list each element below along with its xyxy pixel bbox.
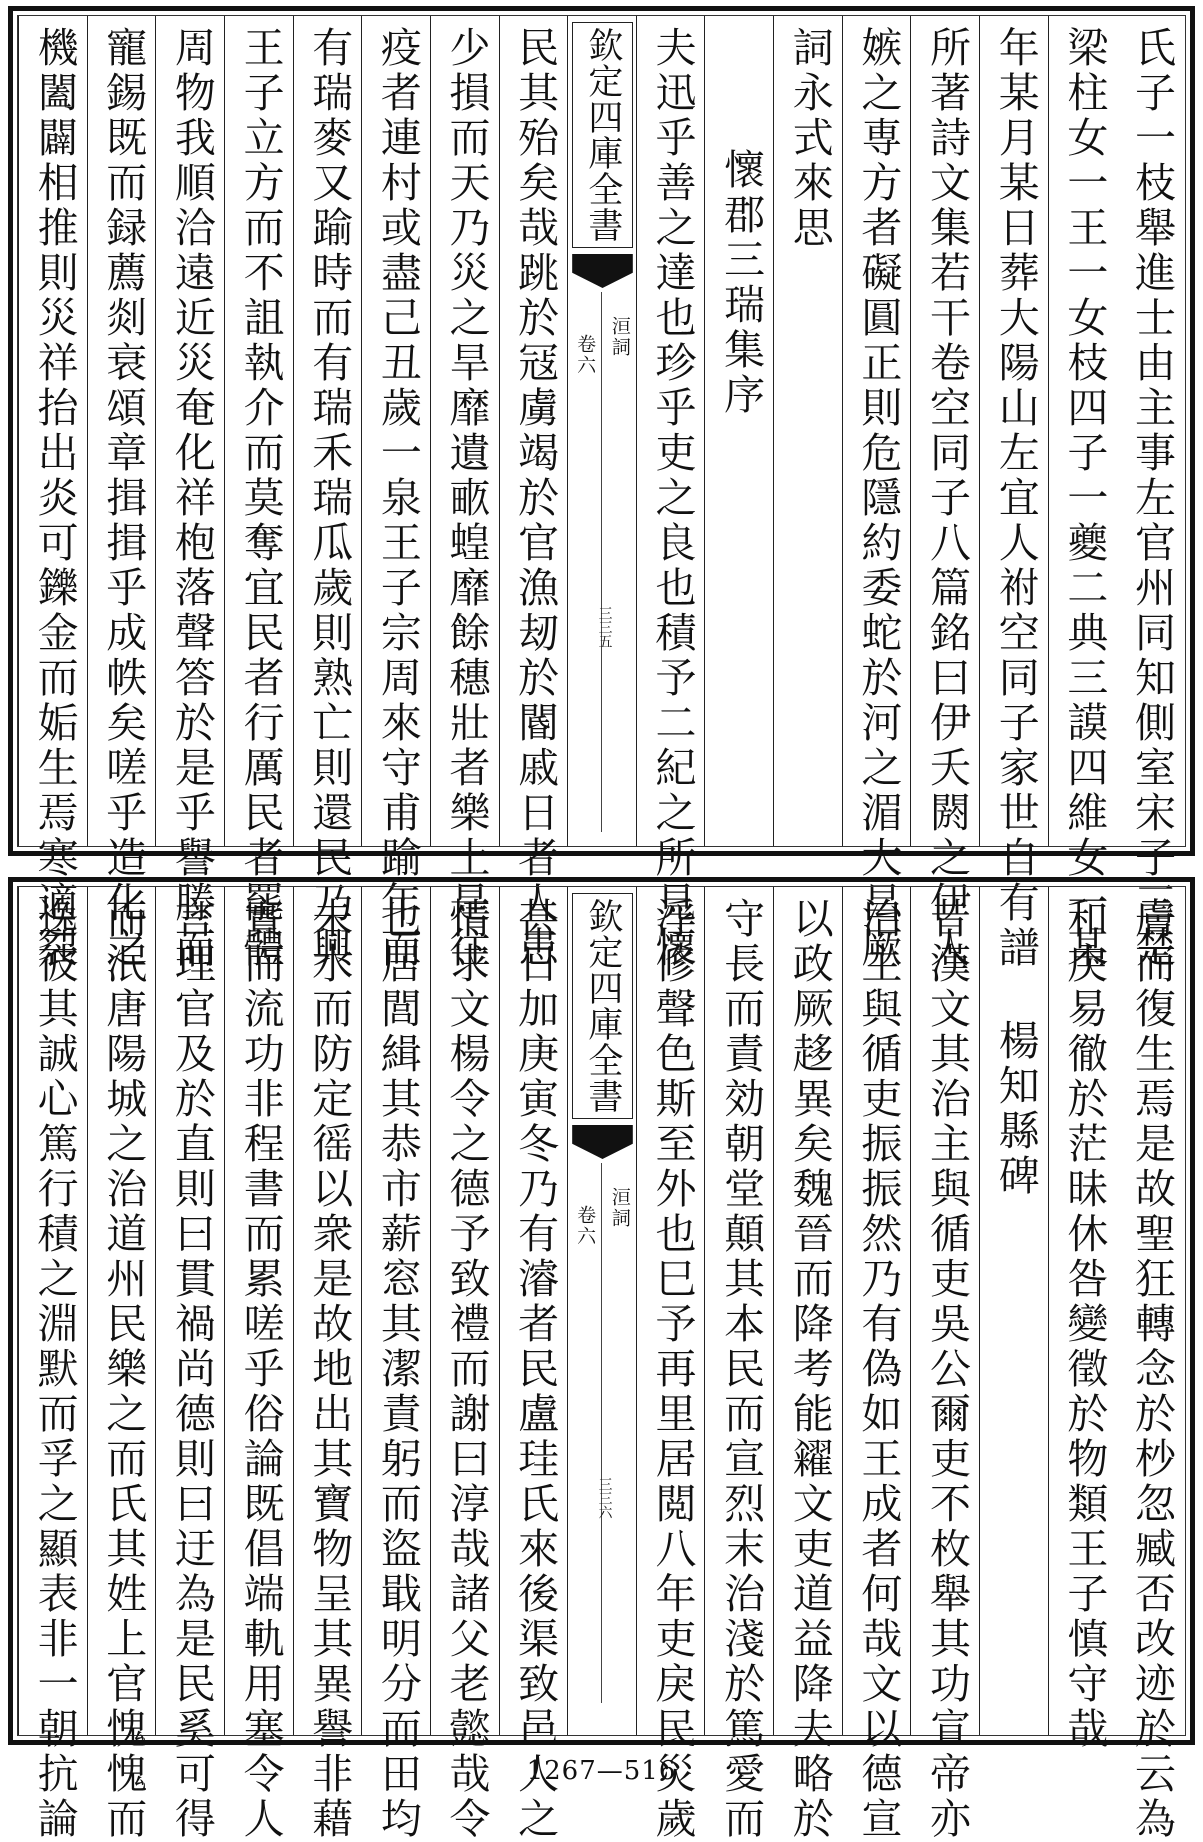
- column-text: 夫迅乎善之達也珍乎吏之良也積予二紀之所見懷: [648, 26, 697, 971]
- fish-tail-mark-icon: [572, 1125, 633, 1159]
- collection-title: 欽定四庫全書: [572, 893, 633, 1119]
- column-text: 未水而防定徭以衆是故地出其寶物呈其異譽非藉: [305, 897, 354, 1842]
- text-column: [910, 887, 980, 1842]
- column-text: 少損而天乃災之旱靡遺畞蝗靡餘穗壯者樂土是往: [442, 26, 491, 971]
- collection-title: 欽定四庫全書: [572, 22, 633, 248]
- text-column: [18, 16, 88, 971]
- folio-number: 三三五: [596, 606, 613, 648]
- text-column: [224, 16, 294, 971]
- text-column: [155, 887, 225, 1842]
- folio-number: 三三六: [596, 1477, 613, 1519]
- text-column: [842, 887, 912, 1842]
- text-column: [636, 16, 706, 971]
- text-column: [1116, 16, 1185, 971]
- text-column: [704, 887, 774, 1842]
- column-text: 周物我順洽遠近災奄化祥枹落聲答於是乎譽滕而: [167, 26, 216, 971]
- volume-label: 卷六: [574, 334, 597, 376]
- center-fold-margin: [567, 887, 637, 1735]
- text-column: [1048, 887, 1118, 1752]
- column-text: 氏子一枝舉進士由主事左官州同知側室宋子三楚: [1127, 26, 1176, 971]
- column-text: 也居閭緝其恭市薪窓其潔責躬而盜戢明分而田均: [373, 897, 422, 1842]
- column-text: 有瑞麥又踰時而有瑞禾瑞瓜歲則熟亡則還民乃興: [305, 26, 354, 971]
- text-column: [704, 16, 774, 846]
- text-column: [430, 16, 500, 971]
- column-text: 詞永式來思: [785, 26, 834, 251]
- book-title: 洹詞: [608, 1187, 631, 1229]
- column-text: 梁柱女一王一女枝四子一夔二典三謨四維女一某: [1060, 26, 1109, 971]
- text-column: [499, 887, 569, 1842]
- text-column: [842, 16, 912, 971]
- column-text: 情求文楊令之德予致禮而謝曰淳哉諸父老懿哉令: [442, 897, 491, 1842]
- text-column: [224, 887, 294, 1842]
- text-column: [430, 887, 500, 1842]
- column-text: 以政厥趍異矣魏晉而降考能糴文吏道益降夫略於: [785, 897, 834, 1842]
- text-column: [87, 16, 157, 971]
- text-column: [155, 16, 225, 971]
- column-text: 嫉之専方者礙圓正則危隱約委蛇於河之湄大昌厥: [854, 26, 903, 971]
- text-column: [293, 16, 363, 971]
- column-text: 機闔闢相推則災祥抬出炎可鑠金而姤生焉寒適裂: [30, 26, 79, 971]
- section-heading: 楊知縣碑: [991, 1019, 1040, 1199]
- column-text: 浮修聲色斯至外也巳予再里居閲八年吏戾民災歲: [648, 897, 697, 1842]
- text-column: [979, 887, 1049, 1735]
- column-text: 王子立方而不詛執介而莫奪宜民者行厲民者罷體: [236, 26, 285, 971]
- column-text: 膚而復生焉是故聖狂轉念於杪忽臧否改迹於云為: [1127, 897, 1176, 1842]
- column-text: 昔漢文其治主與循吏吳公爾吏不枚舉其功宣帝亦: [923, 897, 972, 1842]
- column-text: 守長而責効朝堂顛其本民而宣烈末治淺於篤愛而: [717, 897, 766, 1842]
- text-column: [773, 887, 843, 1842]
- column-text: 所著詩文集若干卷空同子八篇銘曰伊夭閼之伊人: [923, 26, 972, 971]
- volume-label: 卷六: [574, 1205, 597, 1247]
- fold-line: [601, 292, 602, 832]
- text-column: [1048, 16, 1118, 971]
- section-heading: 懷郡三瑞集序: [717, 148, 766, 418]
- fold-line: [601, 1163, 602, 1703]
- text-column: [636, 887, 706, 1842]
- page-number: 1267—516: [526, 1756, 677, 1786]
- column-text: 寵錫既而録薦剡衰頌章揖揖乎成帙矣嗟乎造化之: [99, 26, 148, 971]
- top-page-frame: [17, 15, 1186, 971]
- column-text: 甚日加庚寅冬乃有濬者民盧珪氏來後渠致邑人之: [511, 897, 560, 1842]
- text-column: [979, 16, 1049, 971]
- column-text: 而泯唐陽城之治道州民樂之而氏其姓上官愧愧而: [99, 897, 148, 1842]
- column-text: 治主與循吏振振然乃有偽如王成者何哉文以德宣: [854, 897, 903, 1842]
- text-column: [1116, 887, 1185, 1842]
- text-column: [18, 887, 88, 1842]
- text-column: [87, 887, 157, 1842]
- text-column: [293, 887, 363, 1842]
- column-text: 言理官及於直則曰貫禍尚德則曰迂為是民奚可得: [167, 897, 216, 1842]
- column-text: 實而流功非程書而累嗟乎俗論既倡端軌用塞令人: [236, 897, 285, 1842]
- text-column: [773, 16, 843, 846]
- text-column: [361, 887, 431, 1842]
- text-column: [910, 16, 980, 971]
- text-column: [499, 16, 569, 971]
- top-page-panel: [8, 6, 1195, 971]
- column-text: 年某月某日葬大陽山左宜人祔空同子家世自有譜: [991, 26, 1040, 971]
- column-text: 和戾易徹於茫昧休咎變徵於物類王子慎守哉: [1060, 897, 1109, 1752]
- column-text: 逸彼其誠心篤行積之淵默而孚之顯表非一朝抗論: [30, 897, 79, 1842]
- center-fold-margin: [567, 16, 637, 846]
- book-title: 洹詞: [608, 316, 631, 358]
- column-text: 疫者連村或盡己丑歲一泉王子宗周來守甫踰年而: [373, 26, 422, 971]
- column-text: 民其殆矣哉跳於冦虜竭於官漁刼於閽戚日者人患: [511, 26, 560, 971]
- fish-tail-mark-icon: [572, 254, 633, 288]
- text-column: [361, 16, 431, 971]
